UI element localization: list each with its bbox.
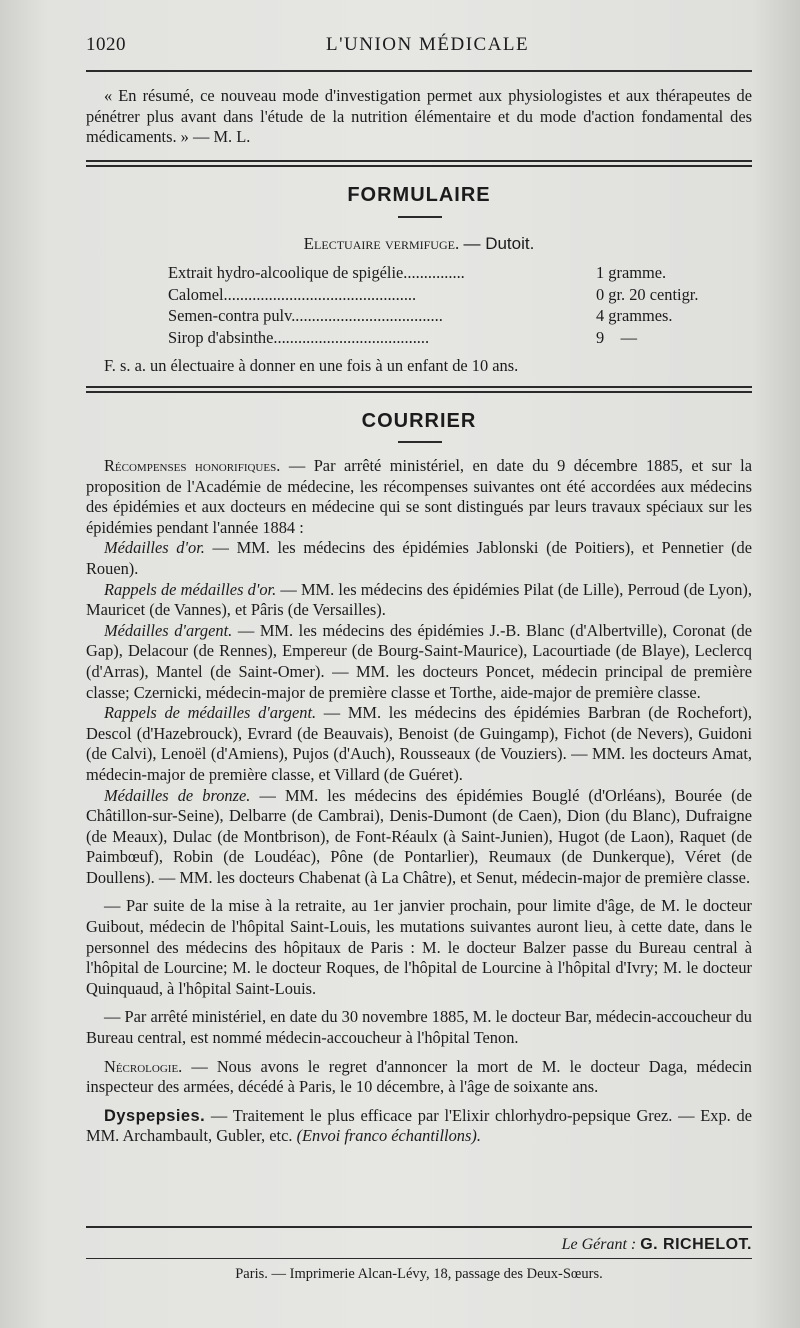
formulaire-title: FORMULAIRE — [347, 184, 491, 206]
ingredient-row — [168, 327, 724, 349]
journal-title: L'UNION MÉDICALE — [326, 34, 530, 55]
recipe-instruction-text: F. s. a. un électuaire à donner en une fois à un enfant de 10 ans. — [104, 356, 519, 375]
ingredient-row — [168, 284, 724, 306]
ingredient-name: Semen-contra pulv..................................... — [168, 306, 443, 325]
necrologie-label: Nécrologie. — [104, 1056, 183, 1076]
necrologie-text: — Nous avons le regret d'annoncer la mort de M. le docteur Daga, médecin inspecteur des armées, décédé à Paris, le 10 décembre, à l'âge de soixante ans. — [86, 1056, 752, 1097]
medailles-or-text: — MM. les médecins des épidémies Jablonski (de Poitiers), et Pennetier (de Rouen). — [86, 538, 752, 578]
medailles-or-paragraph — [86, 538, 752, 579]
advert-paragraph — [86, 1106, 752, 1147]
recipe-heading — [86, 234, 752, 254]
ingredient-quantity: 0 gr. 20 centigr. — [596, 284, 699, 304]
medailles-or-label: Médailles d'or. — [104, 538, 205, 558]
gerant-line — [86, 1236, 752, 1254]
ingredient-row — [168, 262, 724, 284]
rappels-argent-label: Rappels de médailles d'argent. — [104, 703, 317, 723]
gerant-name: G. RICHELOT. — [640, 1236, 752, 1253]
recipe-name: Electuaire vermifuge. — [303, 234, 460, 253]
footer-rule — [86, 1226, 752, 1228]
rappels-or-paragraph — [86, 580, 752, 621]
recompenses-label: Récompenses honorifiques. — [104, 456, 281, 475]
intro-paragraph — [86, 86, 752, 148]
medailles-argent-label: Médailles d'argent. — [104, 620, 233, 640]
formulaire-title-dash — [398, 216, 442, 218]
header-rule — [86, 70, 752, 72]
recipe-instruction — [86, 356, 752, 377]
medailles-bronze-text: — MM. les médecins des épidémies Bouglé (d'Orléans), Bourée (de Châtillon-sur-Seine), Delbarre (de Cambrai), Denis-Dumont (de Caen), Dion (du Blanc), Dufraigne (de Meaux), Dulac (de Montbrison), de Font-Réaulx (à Saint-Junien), Hugot (de Laon), Raquet (de Paimbœuf), Robin (de Loudéac), Pône (de Pontarlier), Reumaux (de Dunkerque), Véret (de Doullens). — MM. les docteurs Chabenat (à La Châtre), et Senut, médecin-major de première classe. — [86, 785, 752, 887]
recompenses-paragraph — [86, 456, 752, 538]
rappels-argent-text: — MM. les médecins des épidémies Barbran (de Rochefort), Descol (d'Hazebrouck), Evrard (de Beauvais), Benoist (de Guingamp), Fichot (de Nevers), Guidoni (de Calvi), Lenoël (d'Amiens), Pujos (d'Auch), Rousseaux (de Vouziers). — MM. les docteurs Amat, médecin-major de première classe, et Villard (de Guéret). — [86, 703, 752, 784]
page-number: 1020 — [86, 34, 126, 55]
medailles-bronze-paragraph — [86, 786, 752, 889]
section-rule-top — [86, 386, 752, 388]
rappels-argent-paragraph — [86, 703, 752, 785]
ingredient-quantity: 1 gramme. — [596, 263, 667, 282]
courrier-body — [86, 456, 752, 1147]
advert-note: (Envoi franco échantillons). — [296, 1126, 481, 1146]
recipe-author: — Dutoit. — [463, 234, 535, 253]
imprint-rule — [86, 1258, 752, 1259]
retraite-paragraph: — Par suite de la mise à la retraite, au 1er janvier prochain, pour limite d'âge, de M. le docteur Guibout, médecin de l'hôpital Saint-Louis, les mutations suivantes auront lieu, à cette date, dans le personnel des médecins des hôpitaux de Paris : M. le docteur Balzer passe du Bureau central à l'hôpital de Lourcine; M. le docteur Roques, de l'hôpital de Lourcine à l'hôpital d'Ivry; M. le docteur Quinquaud, à l'hôpital Saint-Louis. — [86, 896, 752, 998]
rappels-or-label: Rappels de médailles d'or. — [104, 579, 277, 599]
necrologie-paragraph — [86, 1057, 752, 1098]
courrier-title-dash — [398, 441, 442, 443]
ingredient-list — [168, 262, 724, 348]
gerant-label: Le Gérant : — [561, 1236, 637, 1253]
rappels-or-text: — MM. les médecins des épidémies Pilat (de Lille), Perroud (de Lyon), Mauricet (de Vannes), et Pâris (de Versailles). — [86, 579, 752, 620]
courrier-title: COURRIER — [361, 410, 477, 432]
ingredient-quantity: 4 grammes. — [596, 306, 673, 325]
section-rule-bottom — [86, 391, 752, 393]
section-rule-bottom — [86, 165, 752, 167]
ingredient-row — [168, 305, 724, 327]
running-header — [86, 34, 750, 60]
medailles-bronze-label: Médailles de bronze. — [104, 785, 251, 805]
ingredient-name: Extrait hydro-alcoolique de spigélie............... — [168, 263, 465, 282]
ingredient-name: Calomel............................................... — [168, 284, 417, 304]
advert-text: — Traitement le plus efficace par l'Elixir chlorhydro-pepsique Grez. — Exp. de MM. Archambault, Gubler, etc. — [86, 1105, 752, 1146]
section-rule-top — [86, 160, 752, 162]
imprint: Paris. — Imprimerie Alcan-Lévy, 18, passage des Deux-Sœurs. — [235, 1266, 603, 1282]
recompenses-text: — Par arrêté ministériel, en date du 9 décembre 1885, et sur la proposition de l'Académie de médecine, les récompenses suivantes ont été accordées aux médecins des épidémies et aux docteurs en médecine qui se sont distingués par leurs travaux spéciaux sur les épidémies pendant l'année 1884 : — [86, 456, 753, 537]
arrete-paragraph: — Par arrêté ministériel, en date du 30 novembre 1885, M. le docteur Bar, médecin-accoucheur du Bureau central, est nommé médecin-accoucheur à l'hôpital Tenon. — [86, 1007, 752, 1048]
intro-text: « En résumé, ce nouveau mode d'investigation permet aux physiologistes et aux thérapeutes de pénétrer plus avant dans l'étude de la nutrition élémentaire et du mode d'action fondamental des médicaments. » — M. L. — [86, 86, 752, 147]
ingredient-quantity: 9 — — [596, 327, 637, 347]
advert-label: Dyspepsies. — [104, 1106, 206, 1125]
medailles-argent-text: — MM. les médecins des épidémies J.-B. Blanc (d'Albertville), Coronat (de Gap), Delacour (de Rennes), Empereur (de Bourg-Saint-Maurice), Lacourtiade (de Blaye), Leclercq (d'Arras), Mantel (de Saint-Omer). — MM. les docteurs Poncet, médecin principal de première classe; Czernicki, médecin-major de première classe et Torthe, aide-major de première classe. — [86, 620, 753, 702]
medailles-argent-paragraph — [86, 621, 752, 703]
ingredient-name: Sirop d'absinthe...................................... — [168, 327, 430, 347]
